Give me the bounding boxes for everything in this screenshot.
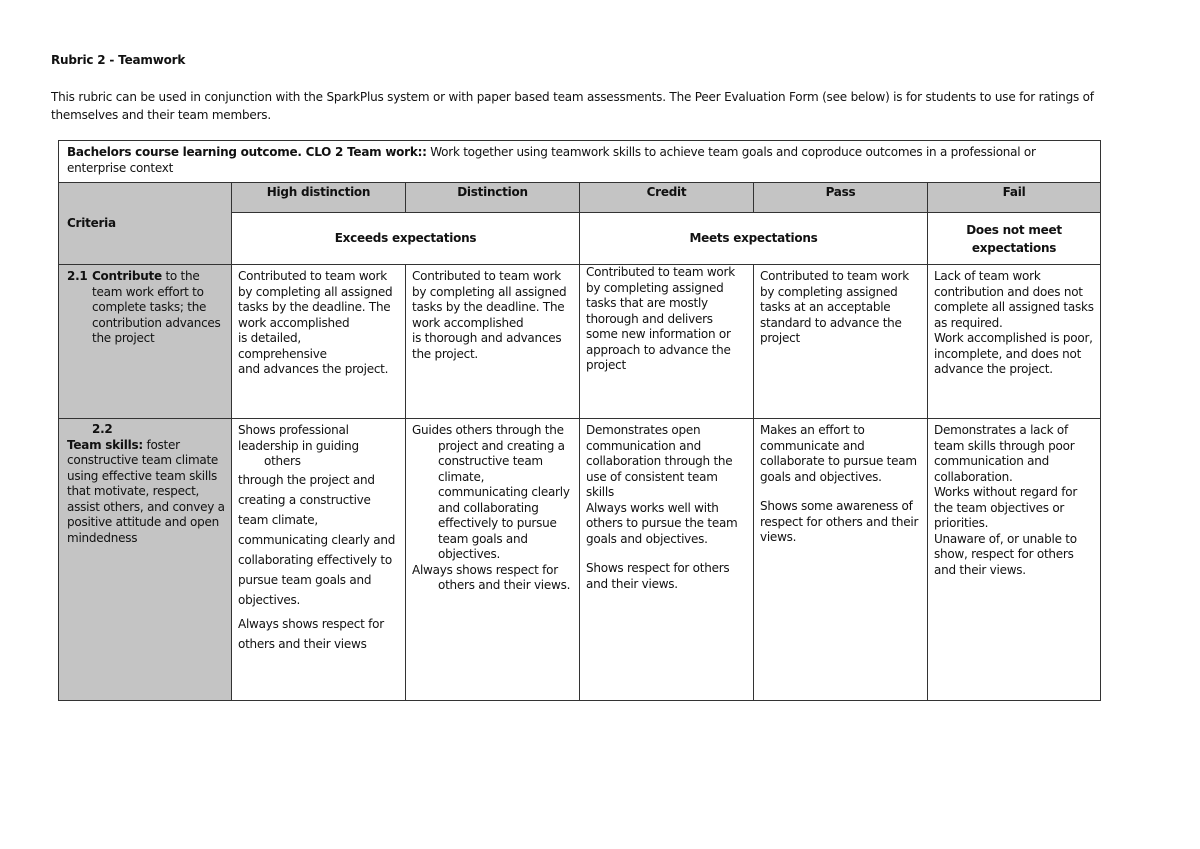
descriptor-paragraph: Shows some awareness of respect for others and their views. (760, 499, 919, 544)
criterion-row-2-2 (59, 419, 1101, 701)
band-meets-expectations: Meets expectations (580, 213, 928, 265)
band-exceeds-expectations: Exceeds expectations (232, 213, 580, 265)
criterion-2-2-number: 2.2 (92, 422, 113, 436)
descriptor-paragraph: Always works well with others to pursue the team goals and objectives. (586, 500, 738, 546)
row-2-1-distinction (406, 265, 580, 419)
descriptor-paragraph: Always shows respect for others and their views (238, 616, 384, 651)
descriptor-line: tasks by the deadline. The (412, 300, 565, 314)
learning-outcome-cell (59, 141, 1101, 183)
level-pass: Pass (754, 183, 928, 213)
row-2-1-pass: Contributed to team work by completing assigned tasks at an acceptable standard to advance the project (754, 265, 928, 419)
level-fail: Fail (928, 183, 1101, 213)
outcome-row (59, 141, 1101, 183)
descriptor-paragraph: Demonstrates open communication and collaboration through the use of consistent team skills (586, 423, 733, 499)
row-2-2-fail (928, 419, 1101, 701)
outcome-heading: Bachelors course learning outcome. CLO 2 Team work:: (67, 145, 427, 159)
row-2-2-distinction (406, 419, 580, 701)
criterion-2-1-cell (59, 265, 232, 419)
criteria-header: Criteria (59, 183, 232, 265)
criterion-row-2-1 (59, 265, 1101, 419)
descriptor-line: and advances the project. (238, 362, 389, 376)
band-does-not-meet-expectations: Does not meet expectations (928, 213, 1101, 265)
descriptor-line: work accomplished (238, 315, 350, 330)
level-credit: Credit (580, 183, 754, 213)
descriptor-line: Contributed to team work (412, 269, 561, 283)
levels-row (59, 183, 1101, 213)
criterion-2-2-description: foster constructive team climate using effective team skills that motivate, respect, assist others, and convey a positive attitude and open mindedness (67, 437, 225, 545)
descriptor-line: by completing all assigned (238, 284, 393, 299)
descriptor-paragraph: Makes an effort to communicate and collaborate to pursue team goals and objectives. (760, 423, 917, 484)
descriptor-paragraph: Unaware of, or unable to show, respect for others and their views. (934, 531, 1077, 577)
descriptor-paragraph: Work accomplished is poor, incomplete, and does not advance the project. (934, 331, 1093, 376)
descriptor-line: leadership in guiding (238, 438, 359, 453)
intro-paragraph: This rubric can be used in conjunction with the SparkPlus system or with paper based team assessments. The Peer Evaluation Form (see below) is for students to use for ratings of themselves and their team members. (51, 90, 1094, 122)
row-2-2-credit (580, 419, 754, 701)
criterion-2-1-description: to the team work effort to complete tasks; the contribution advances the project (92, 269, 221, 345)
descriptor-line: is detailed, (238, 331, 301, 345)
descriptor-paragraph: Demonstrates a lack of team skills through poor communication and collaboration. (934, 423, 1075, 484)
descriptor-line: others (264, 454, 301, 468)
descriptor-paragraph: Guides others through the project and creating a constructive team climate, communicating clearly and collaborating effectively to pursue team goals and objectives. (412, 423, 570, 561)
descriptor-paragraph: Shows respect for others and their views. (586, 561, 730, 591)
row-2-2-pass (754, 419, 928, 701)
criterion-2-2-title: Team skills: (67, 437, 143, 452)
row-2-1-high-distinction (232, 265, 406, 419)
rubric-table (58, 140, 1101, 701)
descriptor-line: is thorough and advances (412, 331, 562, 345)
descriptor-line: comprehensive (238, 346, 327, 361)
outcome-description: Work together using teamwork skills to achieve team goals and coproduce outcomes in a professional or enterprise context (67, 145, 1036, 175)
descriptor-paragraph: Works without regard for the team objectives or priorities. (934, 485, 1078, 530)
level-distinction: Distinction (406, 183, 580, 213)
descriptor-line: Shows professional (238, 423, 349, 437)
criterion-2-1-number: 2.1 (67, 269, 88, 283)
descriptor-paragraph: Lack of team work contribution and does not complete all assigned tasks as required. (934, 269, 1094, 330)
row-2-1-credit: Contributed to team work by completing assigned tasks that are mostly thorough and delivers some new information or approach to advance the project (580, 265, 754, 419)
level-high-distinction: High distinction (232, 183, 406, 213)
descriptor-line: by completing all assigned (412, 284, 567, 299)
descriptor-line: the project. (412, 346, 478, 361)
descriptor-line: work accomplished (412, 315, 524, 330)
descriptor-line: tasks by the deadline. The (238, 300, 391, 314)
descriptor-paragraph: Always shows respect for others and their views. (412, 562, 571, 592)
document-title: Rubric 2 - Teamwork (51, 53, 186, 67)
row-2-1-fail (928, 265, 1101, 419)
descriptor-line: Contributed to team work (238, 269, 387, 283)
criterion-2-1-title: Contribute (92, 269, 162, 283)
criterion-2-2-cell (59, 419, 232, 701)
descriptor-paragraph: through the project and creating a constructive team climate, communicating clearly and collaborating effectively to pursue team goals and objectives. (238, 472, 396, 607)
row-2-2-high-distinction (232, 419, 406, 701)
